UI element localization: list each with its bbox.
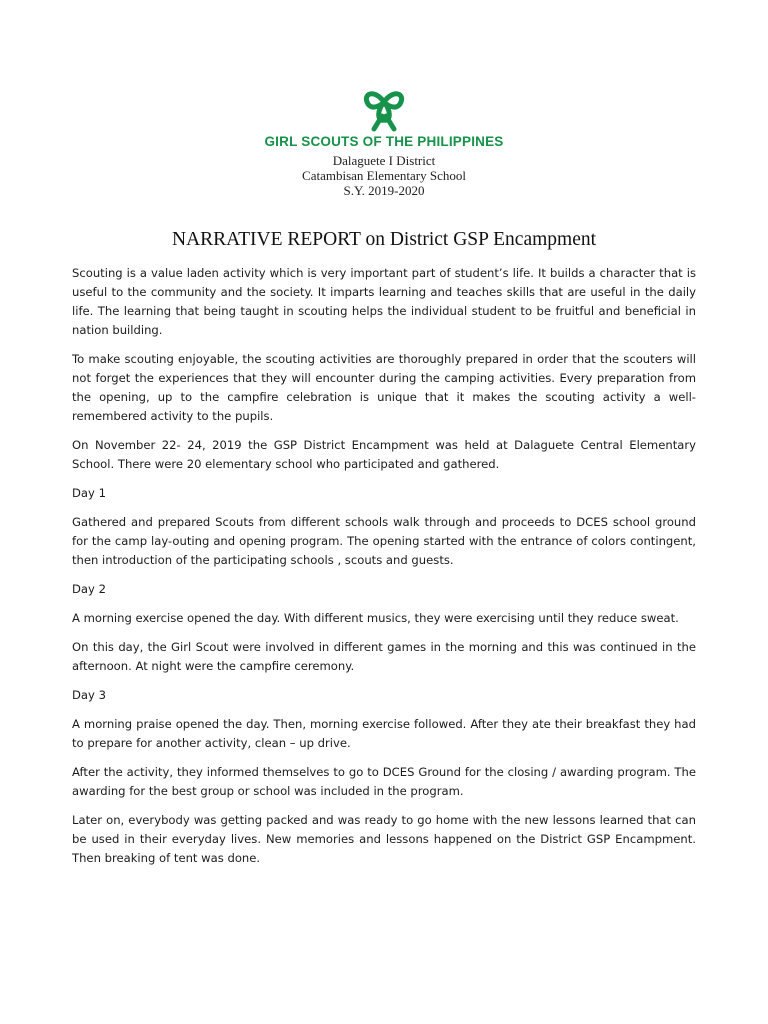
paragraph: Scouting is a value laden activity which is very important part of student’s life. It builds a character that is useful to the community and the society. It imparts learning and teaches skills that are useful in the daily life. The learning that being taught in scouting helps the individual student to be fruitful and beneficial in nation building. [72, 266, 696, 337]
day-heading: Day 2 [72, 582, 106, 596]
paragraph: On this day, the Girl Scout were involved in different games in the morning and this was continued in the afternoon. At night were the campfire ceremony. [72, 640, 696, 673]
paragraph: Gathered and prepared Scouts from different schools walk through and proceeds to DCES school ground for the camp lay-outing and opening program. The opening started with the entrance of colors contingent, then introduction of the participating schools , scouts and guests. [72, 515, 696, 567]
school-year-line: S.Y. 2019-2020 [343, 183, 425, 198]
paragraph: After the activity, they informed themselves to go to DCES Ground for the closing / awarding program. The awarding for the best group or school was included in the program. [72, 765, 696, 798]
paragraph: On November 22- 24, 2019 the GSP District Encampment was held at Dalaguete Central Elementary School. There were 20 elementary school who participated and gathered. [72, 438, 696, 471]
school-info [0, 153, 768, 198]
day-heading: Day 3 [72, 688, 106, 702]
trefoil-logo-icon [356, 82, 412, 132]
paragraph: A morning praise opened the day. Then, morning exercise followed. After they ate their breakfast they had to prepare for another activity, clean – up drive. [72, 717, 696, 750]
paragraph: To make scouting enjoyable, the scouting activities are thoroughly prepared in order that the scouters will not forget the experiences that they will encounter during the camping activities. Every preparation from the opening, up to the campfire celebration is unique that it makes the scouting activity a well- remembered activity to the pupils. [72, 352, 696, 423]
paragraph: A morning exercise opened the day. With different musics, they were exercising until they reduce sweat. [72, 611, 679, 625]
report-title: NARRATIVE REPORT on District GSP Encampment [171, 229, 597, 250]
school-line: Catambisan Elementary School [302, 168, 466, 183]
district-line: Dalaguete I District [332, 153, 436, 168]
paragraph: Later on, everybody was getting packed and was ready to go home with the new lessons learned that can be used in their everyday lives. New memories and lessons happened on the District GSP Encampment. Then breaking of tent was done. [72, 813, 696, 865]
report-body [72, 264, 696, 868]
organization-name: GIRL SCOUTS OF THE PHILIPPINES [264, 134, 504, 149]
day-heading: Day 1 [72, 486, 106, 500]
